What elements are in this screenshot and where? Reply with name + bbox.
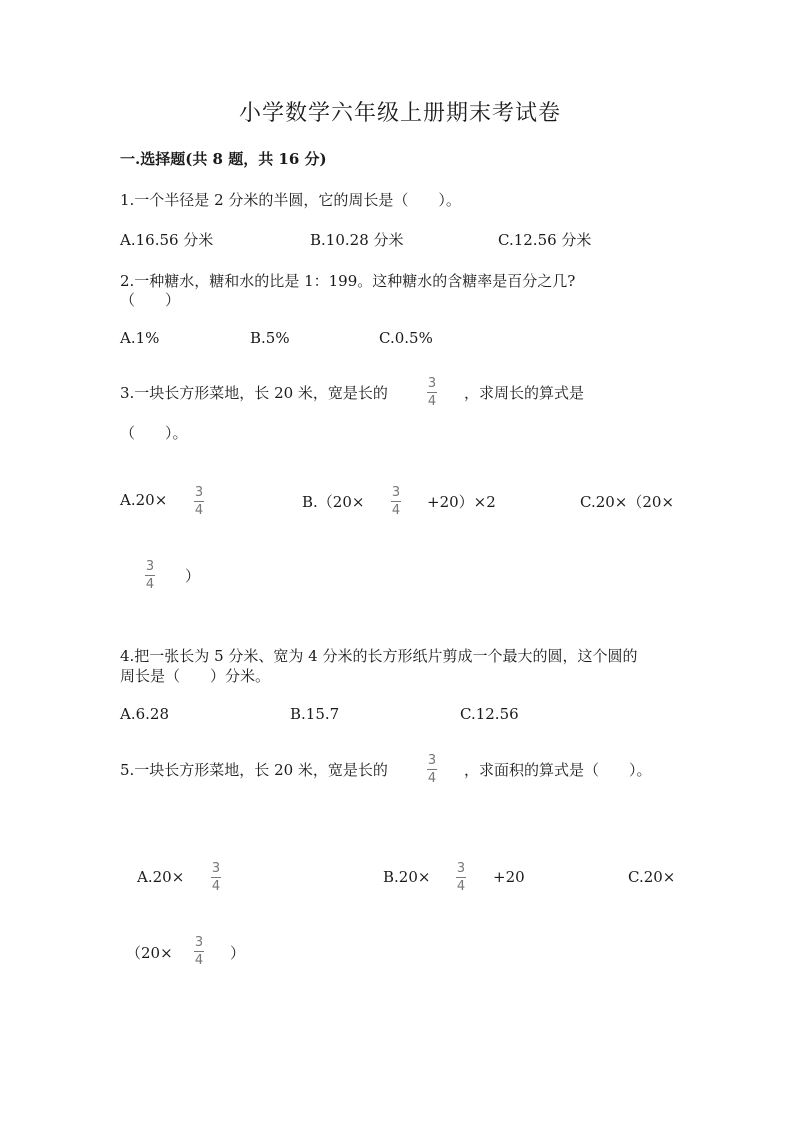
question-4-stem-line2: 周长是（ ）分米。 [120, 667, 271, 685]
question-2-stem: 2.一种糖水，糖和水的比是 1：199。这种糖水的含糖率是百分之几? [120, 272, 576, 290]
question-3-option-c-tail: ） [185, 567, 201, 585]
section-heading: 一.选择题(共 8 题，共 16 分) [120, 150, 327, 168]
page-title: 小学数学六年级上册期末考试卷 [238, 101, 561, 126]
question-2-option-a: A.1% [120, 329, 160, 347]
question-3-stem-fraction [427, 377, 437, 408]
question-1-option-b: B.10.28 分米 [310, 231, 404, 249]
fraction-denominator: 4 [145, 577, 155, 592]
fraction-numerator: 3 [427, 376, 437, 391]
question-5-option-b-fraction [456, 862, 466, 893]
question-4-option-a: A.6.28 [120, 705, 169, 723]
fraction-numerator: 3 [456, 861, 466, 876]
fraction-denominator: 4 [211, 879, 221, 894]
question-2-stem-blank: （ ） [120, 291, 181, 309]
question-4-option-b: B.15.7 [290, 705, 340, 723]
question-2-option-c: C.0.5% [379, 329, 433, 347]
question-4-stem: 4.把一张长为 5 分米、宽为 4 分米的长方形纸片剪成一个最大的圆，这个圆的 [120, 647, 638, 665]
question-5-option-a: A.20× [137, 868, 185, 886]
fraction-numerator: 3 [427, 753, 437, 768]
fraction-numerator: 3 [391, 485, 401, 500]
question-5-option-c-fraction [194, 936, 204, 967]
fraction-denominator: 4 [194, 503, 204, 518]
question-5-option-a-fraction [211, 862, 221, 893]
question-3-stem: 3.一块长方形菜地，长 20 米，宽是长的 [120, 384, 388, 402]
question-5-stem-tail: ，求面积的算式是（ ）。 [464, 761, 652, 779]
question-1-option-c: C.12.56 分米 [498, 231, 592, 249]
question-5-option-b: B.20× [383, 868, 431, 886]
question-4-option-c: C.12.56 [460, 705, 519, 723]
question-3-option-b-fraction [391, 486, 401, 517]
fraction-numerator: 3 [211, 861, 221, 876]
question-5-option-c-tail: ） [230, 944, 246, 962]
question-3-option-b-tail: +20）×2 [427, 493, 496, 511]
fraction-denominator: 4 [391, 503, 401, 518]
fraction-numerator: 3 [194, 485, 204, 500]
question-5-option-b-tail: +20 [493, 868, 525, 886]
fraction-numerator: 3 [194, 935, 204, 950]
question-3-stem-tail: ，求周长的算式是 [464, 384, 585, 402]
question-5-stem-fraction [427, 754, 437, 785]
fraction-denominator: 4 [456, 879, 466, 894]
fraction-denominator: 4 [427, 394, 437, 409]
question-3-option-a: A.20× [120, 491, 168, 509]
question-1-stem: 1.一个半径是 2 分米的半圆，它的周长是（ ）。 [120, 191, 461, 209]
fraction-denominator: 4 [194, 953, 204, 968]
question-5-option-c: C.20× [628, 868, 676, 886]
question-5-option-c-continued: （20× [126, 944, 173, 962]
question-3-option-c: C.20×（20× [580, 493, 675, 511]
question-3-option-a-fraction [194, 486, 204, 517]
question-5-stem: 5.一块长方形菜地，长 20 米，宽是长的 [120, 761, 388, 779]
question-3-option-b: B.（20× [302, 493, 365, 511]
fraction-denominator: 4 [427, 771, 437, 786]
question-3-stem-blank: （ ）。 [120, 424, 188, 442]
question-2-option-b: B.5% [250, 329, 290, 347]
question-3-option-c-fraction [145, 560, 155, 591]
question-1-option-a: A.16.56 分米 [120, 231, 214, 249]
fraction-numerator: 3 [145, 559, 155, 574]
